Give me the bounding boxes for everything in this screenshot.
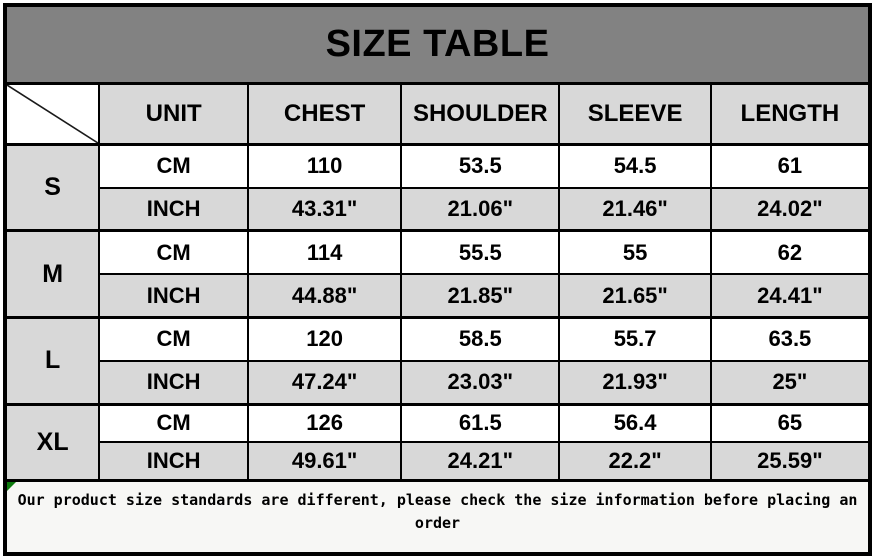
table-row [5,231,870,274]
table-row [5,274,870,317]
unit-cell: CM [99,144,248,187]
table-row [5,317,870,360]
column-header-shoulder: SHOULDER [401,83,559,144]
column-header-length: LENGTH [711,83,870,144]
measurement-cell: 21.06" [401,188,559,231]
measurement-cell: 24.21" [401,442,559,480]
measurement-cell: 63.5 [711,317,870,360]
footer-note-cell [5,480,870,554]
footer-row [5,480,870,554]
table-row [5,442,870,480]
unit-cell: INCH [99,188,248,231]
diagonal-line-icon [7,85,98,143]
measurement-cell: 25.59" [711,442,870,480]
footer-note: Our product size standards are different, please check the size information before placing an order [17,490,858,532]
column-header-unit: UNIT [99,83,248,144]
size-table [3,3,872,556]
table-row [5,361,870,404]
measurement-cell: 120 [248,317,401,360]
measurement-cell: 114 [248,231,401,274]
title-row [5,5,870,83]
size-label-m: M [5,231,99,318]
page-title: SIZE TABLE [5,5,870,83]
unit-cell: CM [99,231,248,274]
measurement-cell: 65 [711,404,870,442]
measurement-cell: 21.93" [559,361,710,404]
measurement-cell: 21.85" [401,274,559,317]
diagonal-corner-cell [5,83,99,144]
measurement-cell: 43.31" [248,188,401,231]
measurement-cell: 55.7 [559,317,710,360]
measurement-cell: 61 [711,144,870,187]
measurement-cell: 24.41" [711,274,870,317]
measurement-cell: 61.5 [401,404,559,442]
measurement-cell: 53.5 [401,144,559,187]
column-header-sleeve: SLEEVE [559,83,710,144]
unit-cell: INCH [99,361,248,404]
table-row [5,144,870,187]
measurement-cell: 110 [248,144,401,187]
measurement-cell: 21.65" [559,274,710,317]
measurement-cell: 56.4 [559,404,710,442]
measurement-cell: 23.03" [401,361,559,404]
measurement-cell: 21.46" [559,188,710,231]
measurement-cell: 55 [559,231,710,274]
measurement-cell: 44.88" [248,274,401,317]
measurement-cell: 126 [248,404,401,442]
column-header-row [5,83,870,144]
unit-cell: INCH [99,442,248,480]
size-label-xl: XL [5,404,99,480]
measurement-cell: 49.61" [248,442,401,480]
unit-cell: CM [99,404,248,442]
measurement-cell: 25" [711,361,870,404]
measurement-cell: 24.02" [711,188,870,231]
measurement-cell: 55.5 [401,231,559,274]
measurement-cell: 62 [711,231,870,274]
table-row [5,188,870,231]
table-row [5,404,870,442]
unit-cell: INCH [99,274,248,317]
measurement-cell: 22.2" [559,442,710,480]
measurement-cell: 54.5 [559,144,710,187]
cell-corner-marker-icon [7,482,16,491]
size-label-l: L [5,317,99,404]
column-header-chest: CHEST [248,83,401,144]
unit-cell: CM [99,317,248,360]
measurement-cell: 47.24" [248,361,401,404]
size-label-s: S [5,144,99,231]
measurement-cell: 58.5 [401,317,559,360]
